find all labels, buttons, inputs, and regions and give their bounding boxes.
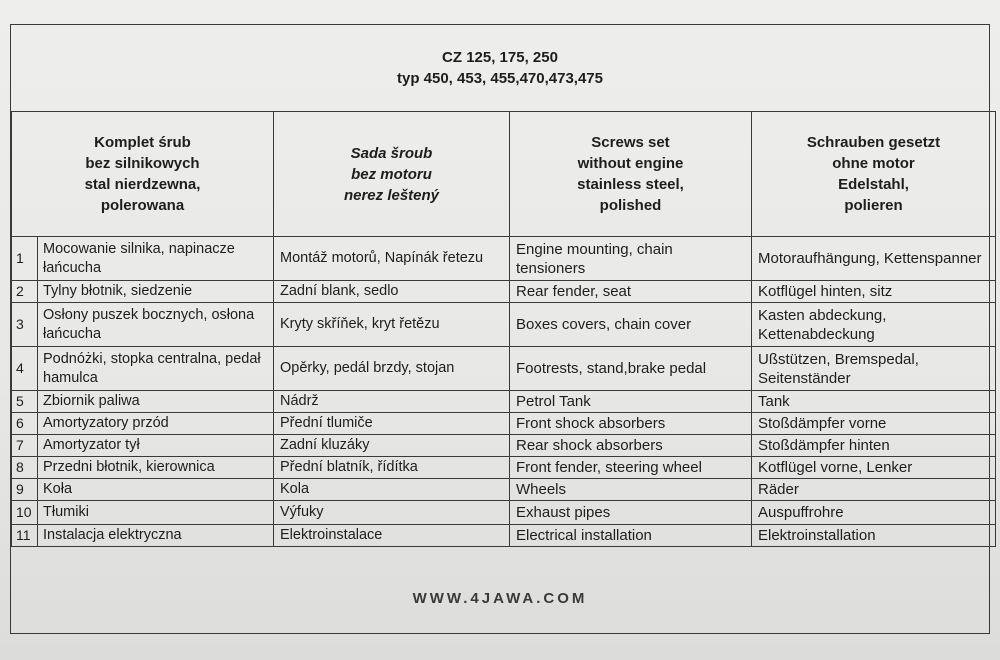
header-line: bez silnikowych xyxy=(85,155,200,172)
header-line: bez motoru xyxy=(351,165,432,183)
cell-polish: Zbiornik paliwa xyxy=(38,391,274,413)
cell-polish: Tłumiki xyxy=(38,501,274,525)
cell-german: Ußstützen, Bremspedal, Seitenständer xyxy=(752,347,996,391)
table-row xyxy=(12,479,996,501)
cell-czech: Montáž motorů, Napínák řetezu xyxy=(274,237,510,281)
row-number: 8 xyxy=(12,457,38,479)
cell-polish: Koła xyxy=(38,479,274,501)
header-line: polerowana xyxy=(100,197,185,214)
cell-german: Kasten abdeckung, Kettenabdeckung xyxy=(752,303,996,347)
header-german xyxy=(752,112,996,237)
header-english xyxy=(510,112,752,237)
table-row xyxy=(12,347,996,391)
cell-polish: Osłony puszek bocznych, osłona łańcucha xyxy=(38,303,274,347)
table-row xyxy=(12,237,996,281)
cell-czech: Kryty skříňek, kryt řetězu xyxy=(274,303,510,347)
title-types: typ 450, 453, 455,470,473,475 xyxy=(396,70,603,87)
cell-polish: Przedni błotnik, kierownica xyxy=(38,457,274,479)
row-number: 9 xyxy=(12,479,38,501)
cell-german: Kotflügel hinten, sitz xyxy=(752,281,996,303)
cell-czech: Nádrž xyxy=(274,391,510,413)
cell-czech: Elektroinstalace xyxy=(274,525,510,547)
cell-polish: Amortyzatory przód xyxy=(38,413,274,435)
header-line: nerez leštený xyxy=(343,186,440,204)
table-row xyxy=(12,435,996,457)
header-line: polieren xyxy=(844,197,903,214)
row-number: 2 xyxy=(12,281,38,303)
table-row xyxy=(12,303,996,347)
header-polish xyxy=(12,112,274,237)
table-row xyxy=(12,525,996,547)
header-line: ohne motor xyxy=(832,155,915,172)
header-line: stainless steel, xyxy=(577,176,684,193)
header-line: without engine xyxy=(577,155,684,172)
website-footer: WWW.4JAWA.COM xyxy=(412,590,588,607)
row-number: 1 xyxy=(12,237,38,281)
header-line: Screws set xyxy=(591,134,670,151)
row-number: 5 xyxy=(12,391,38,413)
cell-german: Stoßdämpfer vorne xyxy=(752,413,996,435)
header-row xyxy=(12,112,996,237)
table-row xyxy=(12,281,996,303)
header-line: polished xyxy=(599,197,662,214)
table-row xyxy=(12,457,996,479)
cell-czech: Přední tlumiče xyxy=(274,413,510,435)
cell-english: Rear shock absorbers xyxy=(510,435,752,457)
cell-czech: Opěrky, pedál brzdy, stojan xyxy=(274,347,510,391)
cell-czech: Zadní kluzáky xyxy=(274,435,510,457)
title-block xyxy=(11,25,989,112)
row-number: 6 xyxy=(12,413,38,435)
cell-english: Engine mounting, chain tensioners xyxy=(510,237,752,281)
header-line: stal nierdzewna, xyxy=(84,176,201,193)
cell-english: Electrical installation xyxy=(510,525,752,547)
cell-english: Boxes covers, chain cover xyxy=(510,303,752,347)
cell-english: Front shock absorbers xyxy=(510,413,752,435)
cell-german: Räder xyxy=(752,479,996,501)
cell-polish: Amortyzator tył xyxy=(38,435,274,457)
cell-english: Footrests, stand,brake pedal xyxy=(510,347,752,391)
header-line: Schrauben gesetzt xyxy=(806,134,941,151)
cell-german: Auspuffrohre xyxy=(752,501,996,525)
header-czech xyxy=(274,112,510,237)
row-number: 4 xyxy=(12,347,38,391)
cell-english: Rear fender, seat xyxy=(510,281,752,303)
cell-german: Motoraufhängung, Kettenspanner xyxy=(752,237,996,281)
parts-card xyxy=(10,24,990,634)
cell-polish: Mocowanie silnika, napinacze łańcucha xyxy=(38,237,274,281)
cell-polish: Podnóżki, stopka centralna, pedał hamulca xyxy=(38,347,274,391)
row-number: 10 xyxy=(12,501,38,525)
table-row xyxy=(12,391,996,413)
title-models: CZ 125, 175, 250 xyxy=(442,49,558,66)
cell-german: Tank xyxy=(752,391,996,413)
row-number: 3 xyxy=(12,303,38,347)
row-number: 7 xyxy=(12,435,38,457)
cell-german: Kotflügel vorne, Lenker xyxy=(752,457,996,479)
header-line: Sada šroub xyxy=(350,144,433,162)
cell-polish: Instalacja elektryczna xyxy=(38,525,274,547)
table-row xyxy=(12,501,996,525)
cell-czech: Výfuky xyxy=(274,501,510,525)
row-number: 11 xyxy=(12,525,38,547)
table-row xyxy=(12,413,996,435)
parts-table xyxy=(11,111,996,547)
cell-german: Stoßdämpfer hinten xyxy=(752,435,996,457)
cell-english: Wheels xyxy=(510,479,752,501)
cell-czech: Přední blatník, řídítka xyxy=(274,457,510,479)
cell-german: Elektroinstallation xyxy=(752,525,996,547)
cell-polish: Tylny błotnik, siedzenie xyxy=(38,281,274,303)
table-body xyxy=(12,237,996,547)
cell-english: Front fender, steering wheel xyxy=(510,457,752,479)
cell-english: Exhaust pipes xyxy=(510,501,752,525)
cell-english: Petrol Tank xyxy=(510,391,752,413)
cell-czech: Kola xyxy=(274,479,510,501)
cell-czech: Zadní blank, sedlo xyxy=(274,281,510,303)
header-line: Komplet śrub xyxy=(94,134,191,151)
header-line: Edelstahl, xyxy=(838,176,909,193)
